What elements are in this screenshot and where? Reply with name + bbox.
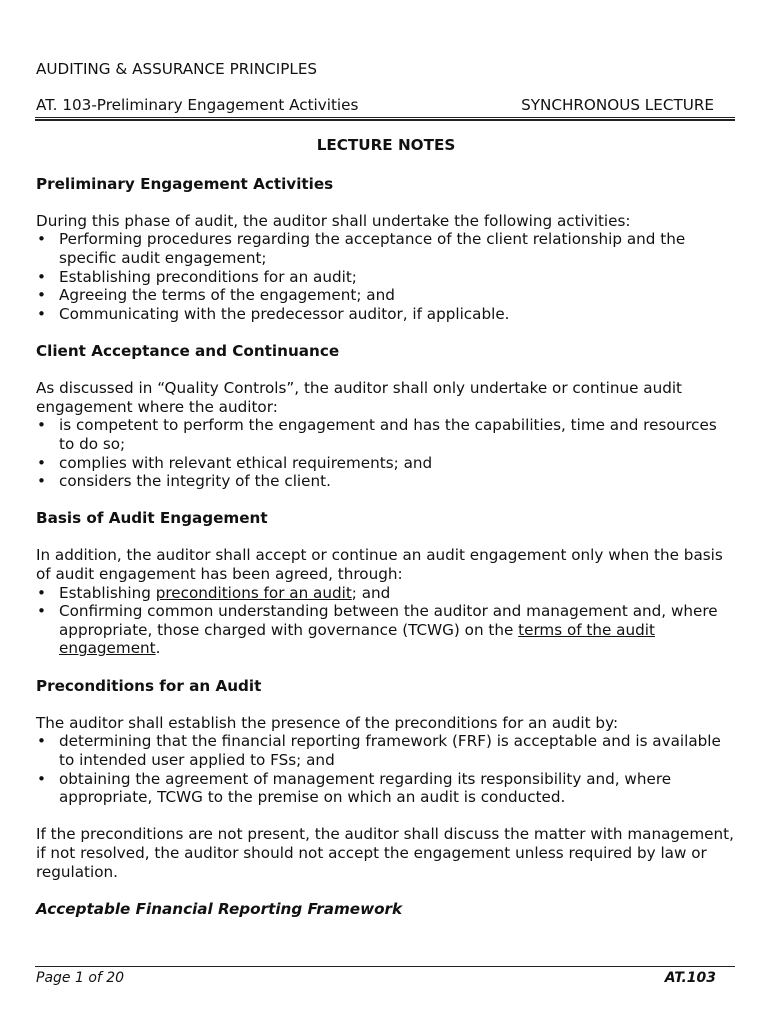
list-item: • considers the integrity of the client. [36, 472, 736, 491]
lecture-content [36, 136, 736, 918]
list-item: • is competent to perform the engagement and has the capabilities, time and resources to do so; [36, 416, 736, 453]
section-heading-preliminary: Preliminary Engagement Activities [36, 174, 334, 193]
page-number: Page 1 of 20 [36, 970, 125, 986]
list-item: • Communicating with the predecessor auditor, if applicable. [36, 305, 736, 324]
course-title: AUDITING & ASSURANCE PRINCIPLES [36, 60, 318, 78]
section-heading-basis: Basis of Audit Engagement [36, 509, 268, 528]
section-heading-acceptance: Client Acceptance and Continuance [36, 341, 340, 360]
preconditions-list [36, 732, 736, 806]
section-intro: The auditor shall establish the presence of the preconditions for an audit by: [36, 713, 619, 732]
list-item: • Establishing preconditions for an audit; [36, 268, 736, 287]
section-heading-preconditions: Preconditions for an Audit [36, 676, 262, 695]
header-rule-thin [35, 117, 735, 118]
basis-list [36, 584, 736, 658]
underlined-term: preconditions for an audit [155, 583, 352, 602]
list-item: • obtaining the agreement of management regarding its responsibility and, where appropriate, TCWG to the premise on which an audit is conducted. [36, 770, 736, 807]
lecture-mode: SYNCHRONOUS LECTURE [521, 96, 714, 114]
acceptance-list [36, 416, 736, 490]
page-title: LECTURE NOTES [316, 136, 456, 154]
header-rule-thick [35, 119, 735, 121]
topic-title: AT. 103-Preliminary Engagement Activities [36, 96, 359, 114]
closing-paragraph: If the preconditions are not present, the auditor shall discuss the matter with management, if not resolved, the auditor should not accept the engagement unless required by law or regulation. [36, 825, 734, 881]
list-item: • Performing procedures regarding the acceptance of the client relationship and the specific audit engagement; [36, 230, 736, 267]
activities-list [36, 230, 736, 323]
underlined-term: terms of the audit engagement [59, 620, 655, 658]
section-intro: As discussed in “Quality Controls”, the auditor shall only undertake or continue audit engagement where the auditor: [36, 379, 683, 416]
list-item: • complies with relevant ethical requirements; and [36, 454, 736, 473]
section-intro: In addition, the auditor shall accept or continue an audit engagement only when the basis of audit engagement has been agreed, through: [36, 546, 723, 584]
subsection-heading-frf: Acceptable Financial Reporting Framework [36, 899, 403, 918]
section-intro: During this phase of audit, the auditor shall undertake the following activities: [36, 211, 631, 230]
footer-rule [35, 966, 735, 967]
list-item: • Agreeing the terms of the engagement; and [36, 286, 736, 305]
list-item: • Establishing preconditions for an audit; and [36, 584, 736, 603]
list-item: • Confirming common understanding between the auditor and management and, where appropriate, those charged with governance (TCWG) on the terms of the audit engagement. [36, 602, 736, 658]
footer-code: AT.103 [664, 970, 716, 986]
list-item: • determining that the financial reporting framework (FRF) is acceptable and is available to intended user applied to FSs; and [36, 732, 736, 769]
